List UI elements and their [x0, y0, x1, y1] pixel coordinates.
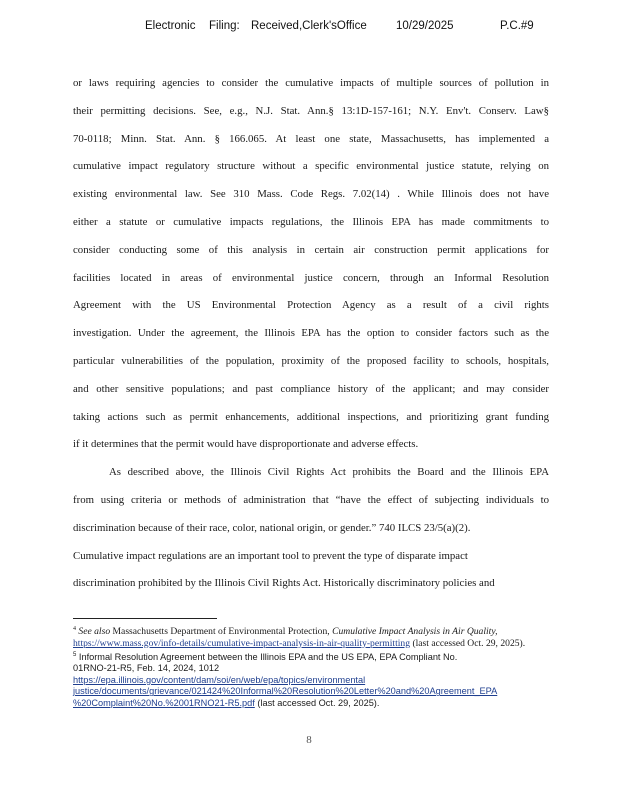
header-received: Received,Clerk'sOffice	[251, 20, 367, 32]
page-number: 8	[306, 734, 312, 746]
header-electronic: Electronic	[145, 20, 196, 32]
paragraph-1	[73, 70, 549, 459]
body-line: taking actions such as permit enhancements, additional inspections, and prioritizing grant funding	[73, 410, 549, 423]
body-line: 70-0118; Minn. Stat. Ann. § 166.065. At least one state, Massachusetts, has implemented a	[73, 132, 549, 145]
body-line: Agreement with the US Environmental Protection Agency as a result of a civil rights	[73, 299, 549, 312]
header-pc: P.C.#9	[500, 20, 534, 32]
footnote-number: 4	[73, 626, 76, 632]
footnote-tail: (last accessed Oct. 29, 2025).	[257, 697, 380, 708]
body-line: if it determines that the permit would have disproportionate and adverse effects.	[73, 438, 419, 451]
footnotes	[73, 624, 563, 710]
paragraph-2	[73, 459, 549, 598]
footnote-text: Massachusetts Department of Environmental Protection,	[112, 626, 330, 638]
body-line: discrimination prohibited by the Illinois Civil Rights Act. Historically discriminatory policies and	[73, 577, 495, 590]
body-line: cumulative impact regulatory structure without a specific environmental justice statute, relying on	[73, 160, 549, 173]
footnote-link[interactable]: https://epa.illinois.gov/content/dam/soi/en/web/epa/topics/environmental	[73, 674, 366, 685]
body-line: particular vulnerabilities of the population, proximity of the proposed facility to schools, hospitals,	[73, 354, 549, 367]
body-line: their permitting decisions. See, e.g., N.J. Stat. Ann.§ 13:1D-157-161; N.Y. Env't. Conserv. Law§	[73, 104, 549, 117]
body-text	[73, 70, 549, 598]
body-line: discrimination because of their race, color, national origin, or gender.” 740 ILCS 23/5(a)(2).	[73, 521, 471, 534]
body-line: investigation. Under the agreement, the Illinois EPA has the option to consider factors such as the	[73, 327, 549, 340]
header-date: 10/29/2025	[396, 20, 454, 32]
body-line: As described above, the Illinois Civil Rights Act prohibits the Board and the Illinois EPA	[109, 466, 549, 479]
body-line: either a statute or cumulative impacts regulations, the Illinois EPA has made commitments to	[73, 215, 549, 228]
body-line: facilities located in areas of environmental justice concern, through an Informal Resolution	[73, 271, 549, 284]
footnote-see-also: See also	[78, 626, 111, 638]
footnote-link[interactable]: https://www.mass.gov/info-details/cumulative-impact-analysis-in-air-quality-permitting	[73, 637, 411, 649]
body-line-text: existing environmental law. See 310 Mass. Code Regs. 7.02(14) . While Illinois does not have	[73, 188, 549, 201]
footnote-divider	[73, 618, 217, 619]
footnote-text: 01RNO-21-R5, Feb. 14, 2024, 1012	[73, 663, 220, 674]
body-line: consider conducting some of this analysis in certain air construction permit applications for	[73, 243, 549, 256]
footnote-link[interactable]: %20Complaint%20No.%2001RNO21-R5.pdf	[73, 697, 255, 708]
footnote-tail: (last accessed Oct. 29, 2025).	[412, 637, 526, 649]
body-line: Cumulative impact regulations are an important tool to prevent the type of disparate impact	[73, 549, 468, 562]
body-line	[73, 181, 549, 209]
footnote-5	[73, 650, 563, 709]
footnote-title: Cumulative Impact Analysis in Air Quality,	[332, 626, 498, 638]
footnote-4	[73, 624, 563, 649]
body-line: from using criteria or methods of administration that “have the effect of subjecting individuals to	[73, 493, 549, 506]
body-line: and other sensitive populations; and past compliance history of the applicant; and may consider	[73, 382, 549, 395]
body-line: or laws requiring agencies to consider the cumulative impacts of multiple sources of pollution in	[73, 77, 549, 89]
footnote-link[interactable]: justice/documents/grievance/021424%20Informal%20Resolution%20Letter%20and%20Agreement_EPA	[73, 686, 498, 697]
footnote-number: 5	[73, 652, 77, 658]
footnote-text: Informal Resolution Agreement between the Illinois EPA and the US EPA, EPA Compliant No.	[78, 652, 458, 663]
header-filing: Filing:	[209, 20, 240, 32]
